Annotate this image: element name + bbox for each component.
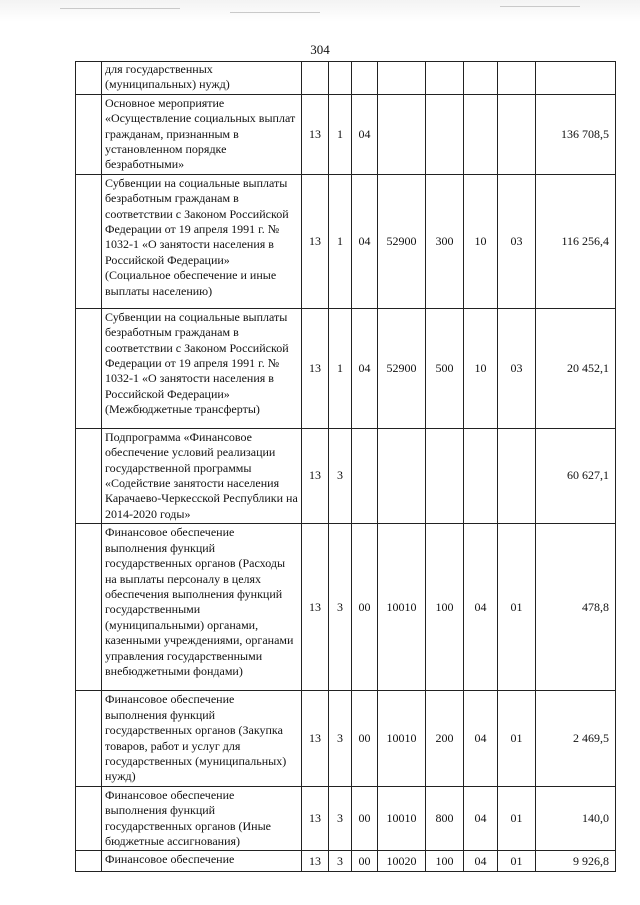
code-cell: 10020	[378, 851, 426, 872]
table-row	[76, 308, 616, 428]
row-name-cell: Подпрограмма «Финансовое обеспечение условий реализации государственной программы «Содействие занятости населения Карачаево-Черкесской Республики на 2014-2020 годы»	[102, 428, 302, 523]
row-name-cell: для государственных (муниципальных) нужд)	[102, 62, 302, 95]
code-cell	[378, 428, 426, 523]
code-cell	[464, 94, 498, 174]
table-row	[76, 524, 616, 691]
code-cell	[498, 428, 536, 523]
table-row	[76, 62, 616, 95]
code-cell: 01	[498, 524, 536, 691]
code-cell: 500	[426, 308, 464, 428]
code-cell: 04	[352, 94, 378, 174]
table-row	[76, 786, 616, 851]
code-cell: 3	[329, 691, 352, 786]
amount-cell: 140,0	[536, 786, 616, 851]
code-cell: 3	[329, 786, 352, 851]
code-cell: 04	[464, 851, 498, 872]
code-cell: 52900	[378, 308, 426, 428]
budget-table	[75, 61, 616, 872]
code-cell: 04	[352, 308, 378, 428]
code-cell: 3	[329, 851, 352, 872]
code-cell: 13	[302, 691, 329, 786]
code-cell: 04	[464, 524, 498, 691]
scan-artifact-strip	[0, 0, 640, 22]
code-cell: 01	[498, 851, 536, 872]
code-cell: 300	[426, 174, 464, 308]
row-name-cell: Субвенции на социальные выплаты безработным гражданам в соответствии с Законом Российской Федерации от 19 апреля 1991 г. № 1032-1 «О занятости населения в Российской Федерации» (Межбюджетные трансферты)	[102, 308, 302, 428]
scan-streak	[500, 6, 580, 7]
code-cell: 00	[352, 851, 378, 872]
amount-cell: 60 627,1	[536, 428, 616, 523]
code-cell: 10010	[378, 786, 426, 851]
code-cell	[302, 62, 329, 95]
code-cell: 13	[302, 428, 329, 523]
code-cell: 3	[329, 524, 352, 691]
table-row	[76, 691, 616, 786]
code-cell: 1	[329, 308, 352, 428]
amount-cell: 478,8	[536, 524, 616, 691]
code-cell: 03	[498, 174, 536, 308]
code-cell: 1	[329, 174, 352, 308]
code-cell: 10	[464, 174, 498, 308]
code-cell: 13	[302, 174, 329, 308]
code-cell: 04	[352, 174, 378, 308]
scan-streak	[230, 12, 320, 13]
row-name-cell: Финансовое обеспечение выполнения функций государственных органов (Закупка товаров, работ и услуг для государственных (муниципальных) нужд)	[102, 691, 302, 786]
amount-cell: 116 256,4	[536, 174, 616, 308]
row-name-cell: Финансовое обеспечение выполнения функций государственных органов (Иные бюджетные ассигнования)	[102, 786, 302, 851]
code-cell: 13	[302, 308, 329, 428]
code-cell: 13	[302, 524, 329, 691]
code-cell	[329, 62, 352, 95]
table-row	[76, 174, 616, 308]
code-cell	[498, 62, 536, 95]
code-cell	[378, 94, 426, 174]
scan-streak	[60, 8, 180, 9]
amount-cell: 2 469,5	[536, 691, 616, 786]
code-cell	[498, 94, 536, 174]
code-cell	[464, 428, 498, 523]
table-row	[76, 94, 616, 174]
code-cell: 1	[329, 94, 352, 174]
code-cell: 13	[302, 786, 329, 851]
code-cell	[352, 428, 378, 523]
row-name-cell: Финансовое обеспечение выполнения функций государственных органов (Расходы на выплаты персоналу в целях обеспечения выполнения функций государственными (муниципальными) органами, казенными учреждениями, органами управления государственными внебюджетными фондами)	[102, 524, 302, 691]
code-cell	[426, 62, 464, 95]
code-cell: 00	[352, 691, 378, 786]
row-name-cell: Субвенции на социальные выплаты безработным гражданам в соответствии с Законом Российской Федерации от 19 апреля 1991 г. № 1032-1 «О занятости населения в Российской Федерации» (Социальное обеспечение и иные выплаты населению)	[102, 174, 302, 308]
code-cell	[426, 428, 464, 523]
code-cell	[352, 62, 378, 95]
table-row	[76, 851, 616, 872]
code-cell: 03	[498, 308, 536, 428]
code-cell	[378, 62, 426, 95]
code-cell	[464, 62, 498, 95]
row-name-cell: Основное мероприятие «Осуществление социальных выплат гражданам, признанным в установленном порядке безработными»	[102, 94, 302, 174]
amount-cell: 136 708,5	[536, 94, 616, 174]
amount-cell	[536, 62, 616, 95]
row-name-cell: Финансовое обеспечение	[102, 851, 302, 872]
code-cell: 01	[498, 786, 536, 851]
code-cell: 10010	[378, 524, 426, 691]
code-cell: 100	[426, 851, 464, 872]
code-cell: 52900	[378, 174, 426, 308]
code-cell: 00	[352, 524, 378, 691]
code-cell: 100	[426, 524, 464, 691]
code-cell	[426, 94, 464, 174]
code-cell: 3	[329, 428, 352, 523]
code-cell: 13	[302, 851, 329, 872]
code-cell: 01	[498, 691, 536, 786]
table-row	[76, 428, 616, 523]
code-cell: 04	[464, 691, 498, 786]
code-cell: 13	[302, 94, 329, 174]
code-cell: 04	[464, 786, 498, 851]
code-cell: 800	[426, 786, 464, 851]
code-cell: 200	[426, 691, 464, 786]
amount-cell: 20 452,1	[536, 308, 616, 428]
code-cell: 10	[464, 308, 498, 428]
code-cell: 00	[352, 786, 378, 851]
amount-cell: 9 926,8	[536, 851, 616, 872]
page-number: 304	[310, 42, 330, 57]
code-cell: 10010	[378, 691, 426, 786]
